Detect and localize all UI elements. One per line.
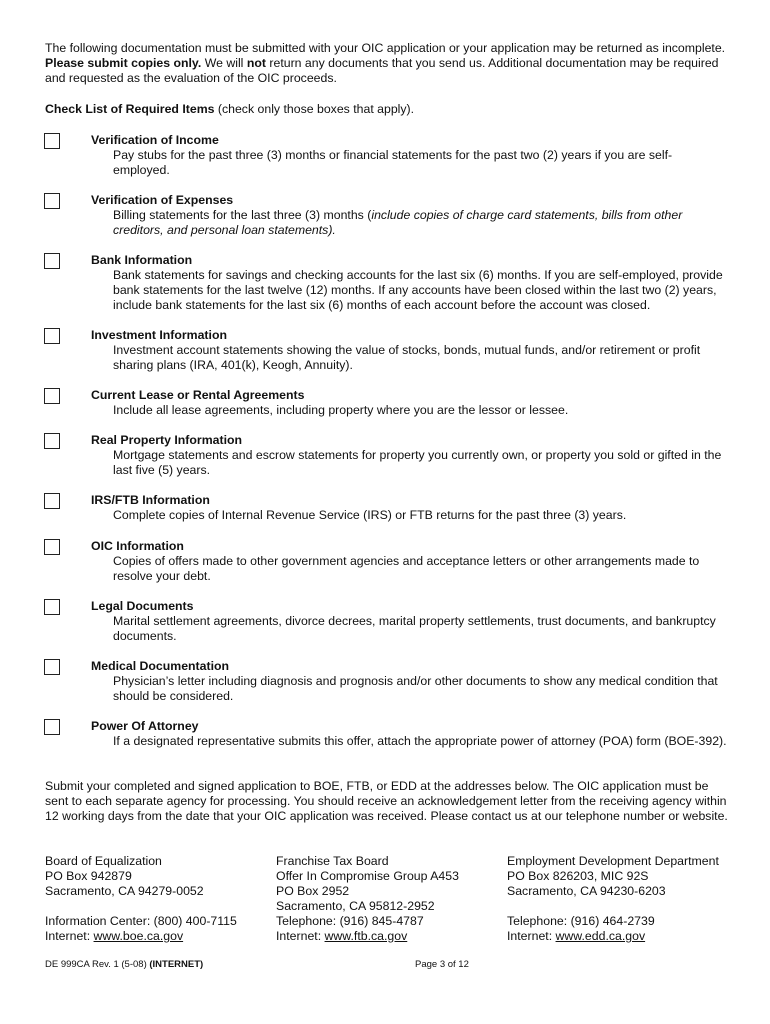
agency-internet: Internet: www.edd.ca.gov [507,929,646,943]
address-ftb [276,854,459,944]
item-description: Physician’s letter including diagnosis and prognosis and/or other documents to show any medical condition that should be considered. [113,674,718,703]
item-description: Pay stubs for the past three (3) months or financial statements for the past two (2) years if you are self-employed. [113,148,673,177]
edd-website-link[interactable]: www.edd.ca.gov [555,929,646,943]
address-line: PO Box 942879 [45,869,132,883]
item-title: IRS/FTB Information [91,493,210,507]
item-title: OIC Information [91,539,184,553]
ftb-website-link[interactable]: www.ftb.ca.gov [324,929,408,943]
form-id: DE 999CA Rev. 1 (5-08) (INTERNET) [45,959,204,970]
intro-paragraph [45,41,735,86]
agency-phone: Information Center: (800) 400-7115 [45,914,237,928]
agency-phone: Telephone: (916) 464-2739 [507,914,655,928]
intro-text: We will [201,56,247,70]
item-title: Investment Information [91,328,227,342]
item-description: Include all lease agreements, including property where you are the lessor or lessee. [113,403,569,417]
intro-copies-only: Please submit copies only. [45,56,202,70]
item-description: Billing statements for the last three (3) months (include copies of charge card statements, bills from other creditors, and personal loan statements). [113,208,683,237]
checkbox-lease[interactable] [44,388,60,404]
item-title: Real Property Information [91,433,243,447]
item-description: Investment account statements showing the value of stocks, bonds, mutual funds, and/or retirement or profit sharing plans (IRA, 401(k), Keogh, Annuity). [113,343,701,372]
checkbox-oic[interactable] [44,539,60,555]
item-title: Current Lease or Rental Agreements [91,388,305,402]
checkbox-real-property[interactable] [44,433,60,449]
item-title: Verification of Expenses [91,193,234,207]
item-description: Copies of offers made to other government agencies and acceptance letters or other arrangements made to resolve your debt. [113,554,700,583]
checklist-title: Check List of Required Items [45,102,215,116]
address-line: PO Box 2952 [276,884,350,898]
checkbox-investment[interactable] [44,328,60,344]
item-description: Bank statements for savings and checking accounts for the last six (6) months. If you are self-employed, provide bank statements for the last twelve (12) months. If any accounts have been closed within the last two (2) years, include bank statements for the last six (6) months of each account before the account was closed. [113,268,723,312]
address-line: Sacramento, CA 94230-6203 [507,884,666,898]
agency-name: Employment Development Department [507,854,719,868]
item-title: Verification of Income [91,133,219,147]
item-description: Marital settlement agreements, divorce decrees, marital property settlements, trust documents, and bankruptcy documents. [113,614,716,643]
checkbox-medical[interactable] [44,659,60,675]
checkbox-legal[interactable] [44,599,60,615]
item-description: If a designated representative submits this offer, attach the appropriate power of attorney (POA) form (BOE-392). [113,734,727,748]
item-description: Complete copies of Internal Revenue Service (IRS) or FTB returns for the past three (3) years. [113,508,627,522]
item-title: Power Of Attorney [91,719,199,733]
checklist-note: (check only those boxes that apply). [214,102,415,116]
address-line: Sacramento, CA 94279-0052 [45,884,204,898]
submit-instructions: Submit your completed and signed application to BOE, FTB, or EDD at the addresses below. The OIC application must be sent to each separate agency for processing. You should receive an acknowledgement letter from the receiving agency within 12 working days from the date that your OIC application was received. Please contact us at our telephone number or website. [45,779,728,823]
agency-phone: Telephone: (916) 845-4787 [276,914,424,928]
item-description: Mortgage statements and escrow statements for property you currently own, or property you sold or gifted in the last five (5) years. [113,448,722,477]
intro-not: not [246,56,266,70]
checkbox-income[interactable] [44,133,60,149]
checklist-heading [45,102,735,117]
agency-name: Franchise Tax Board [276,854,389,868]
address-edd [507,854,719,944]
boe-website-link[interactable]: www.boe.ca.gov [93,929,184,943]
agency-internet: Internet: www.ftb.ca.gov [276,929,408,943]
checkbox-irs-ftb[interactable] [44,493,60,509]
item-title: Bank Information [91,253,193,267]
item-title: Legal Documents [91,599,194,613]
checkbox-expenses[interactable] [44,193,60,209]
address-line: PO Box 826203, MIC 92S [507,869,649,883]
checkbox-bank[interactable] [44,253,60,269]
intro-text: The following documentation must be submitted with your OIC application or your application may be returned as incomplete. [45,41,726,55]
address-line: Offer In Compromise Group A453 [276,869,459,883]
address-boe [45,854,237,944]
intro-text: return any documents that you send us. Additional documentation may be required and requested as the evaluation of the OIC proceeds. [45,56,719,85]
agency-internet: Internet: www.boe.ca.gov [45,929,184,943]
agency-name: Board of Equalization [45,854,162,868]
address-line: Sacramento, CA 95812-2952 [276,899,435,913]
checkbox-power-of-attorney[interactable] [44,719,60,735]
page-number: Page 3 of 12 [415,959,469,970]
item-title: Medical Documentation [91,659,230,673]
